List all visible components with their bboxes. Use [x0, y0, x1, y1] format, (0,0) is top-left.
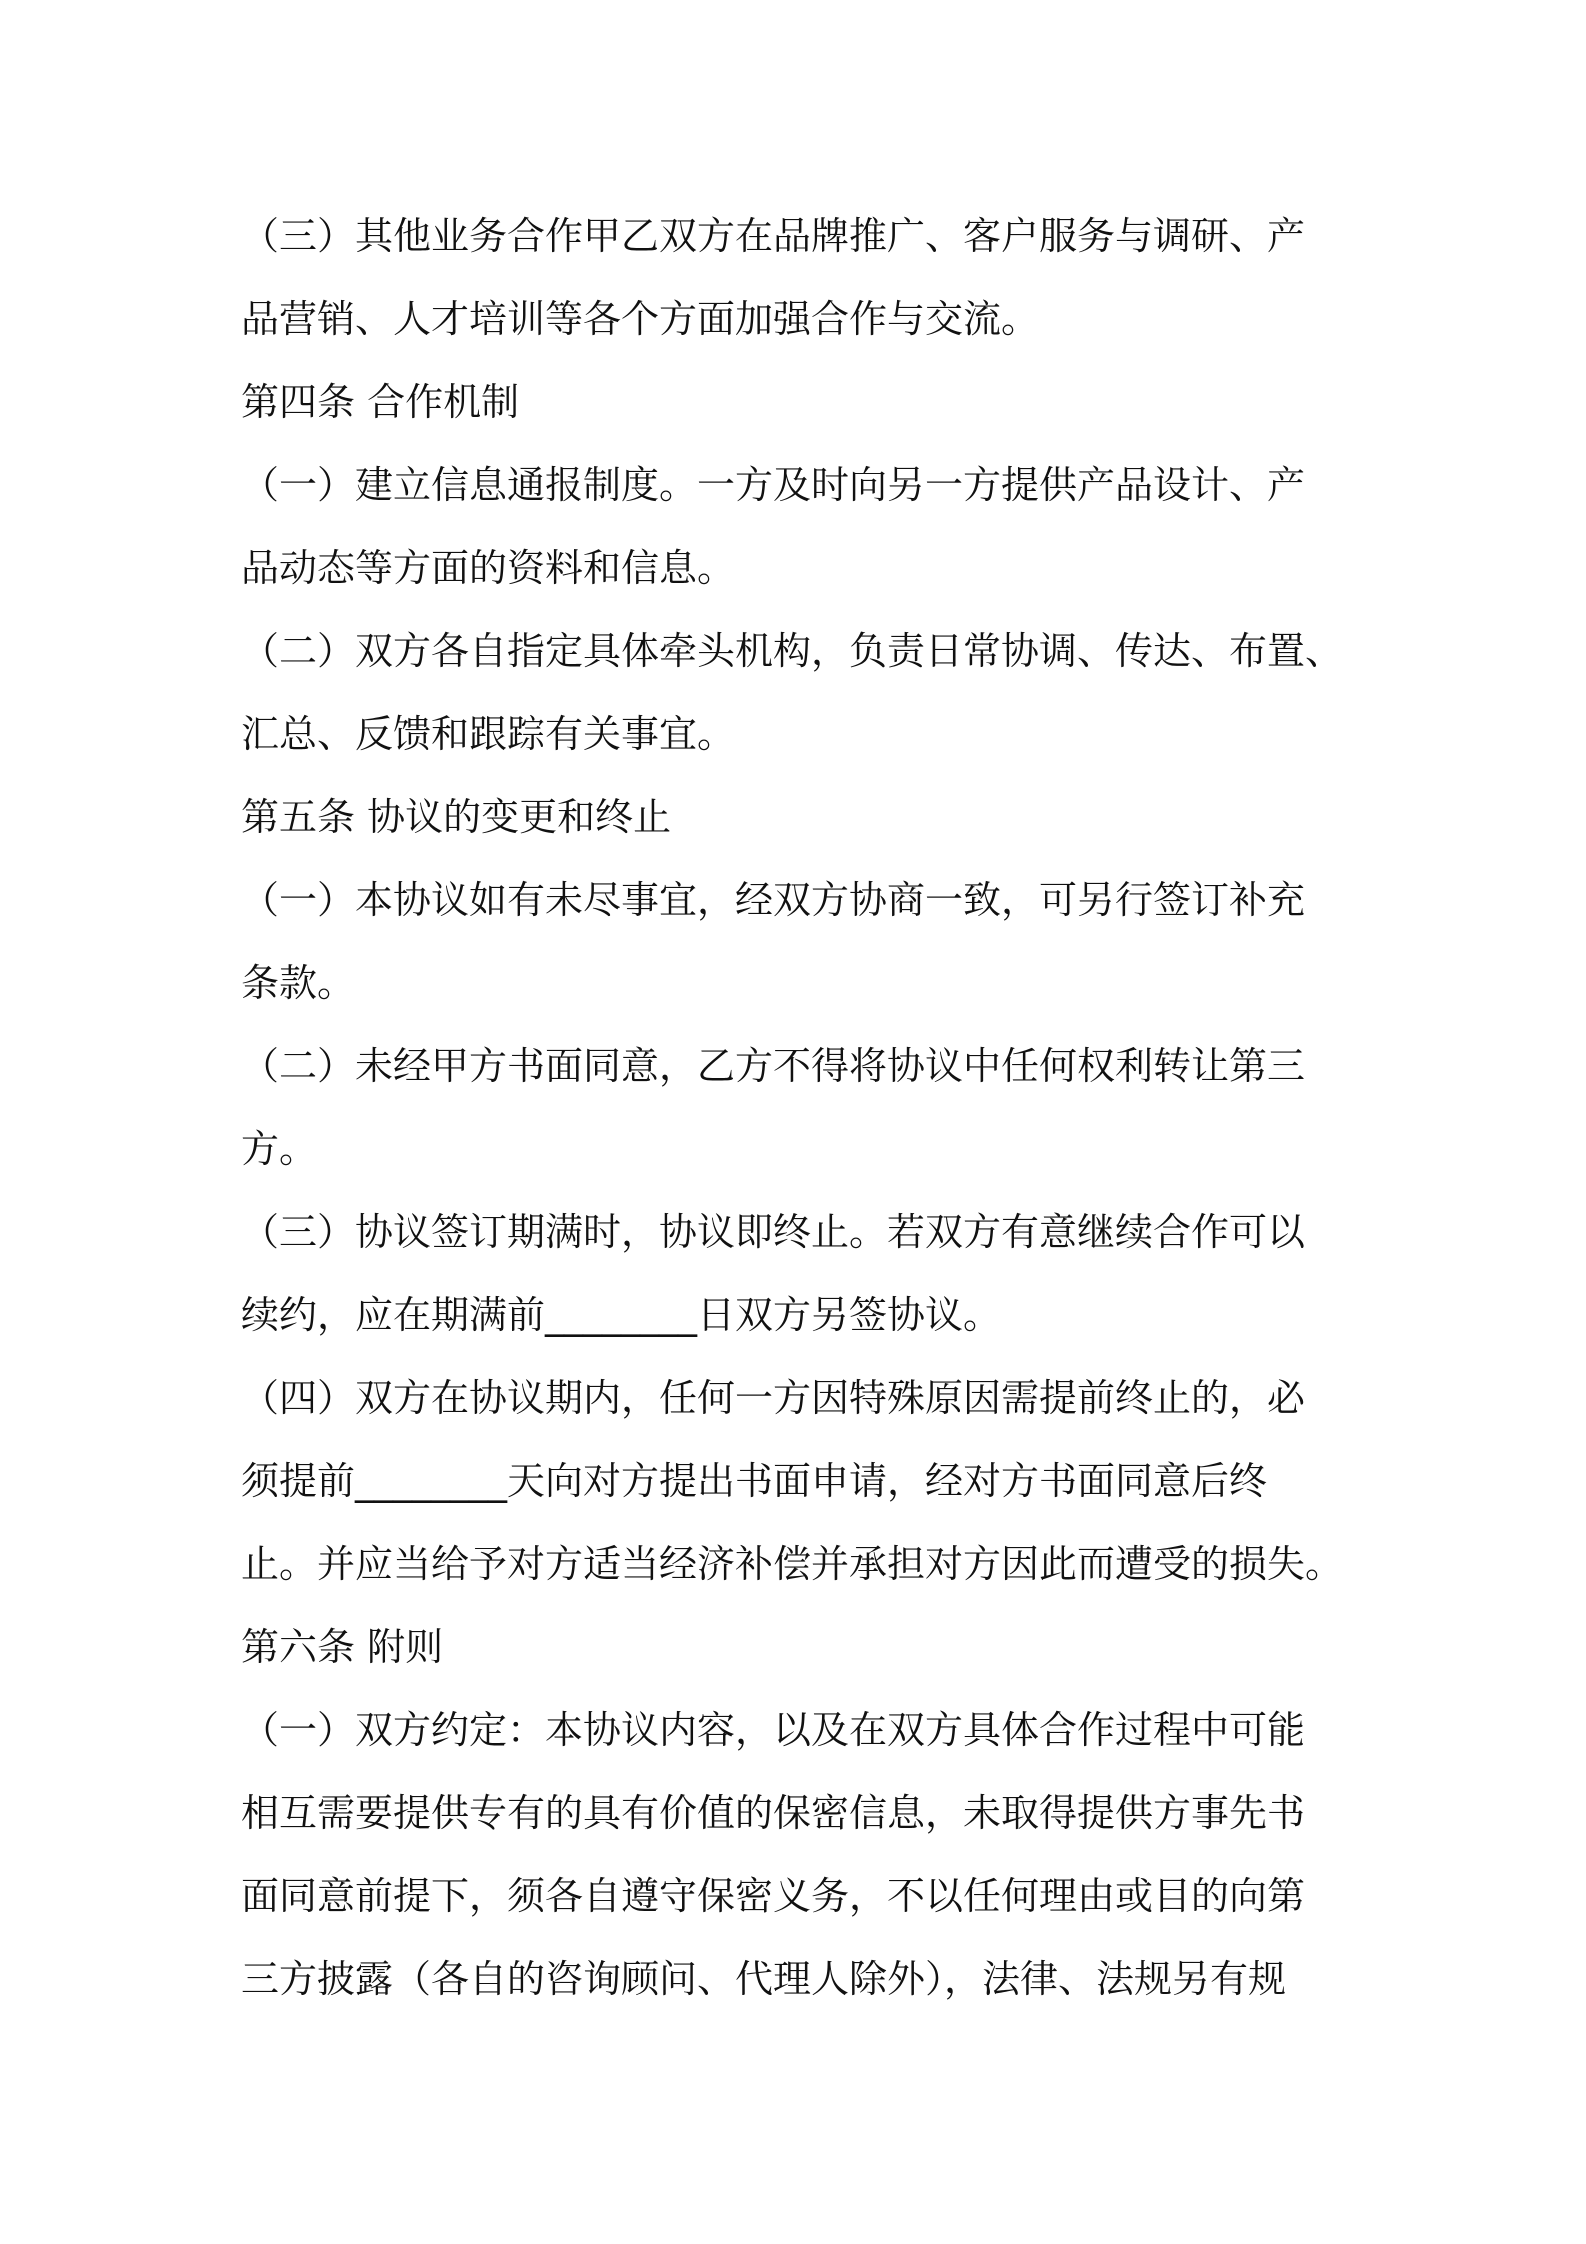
paragraph-4-2-line-2: 汇总、反馈和跟踪有关事宜。 [241, 712, 736, 756]
paragraph-4-2-line-1: （二）双方各自指定具体牵头机构，负责日常协调、传达、布置、 [241, 629, 1344, 673]
paragraph-6-1-line-4: 三方披露（各自的咨询顾问、代理人除外），法律、法规另有规 [241, 1957, 1287, 2001]
paragraph-4-1-line-2: 品动态等方面的资料和信息。 [241, 546, 736, 590]
paragraph-5-2-line-1: （二）未经甲方书面同意，乙方不得将协议中任何权利转让第三 [241, 1044, 1306, 1088]
article-5-heading: 第五条 协议的变更和终止 [241, 795, 672, 839]
paragraph-5-4-line-3: 止。并应当给予对方适当经济补偿并承担对方因此而遭受的损失。 [241, 1542, 1344, 1586]
paragraph-5-3-line-1: （三）协议签订期满时，协议即终止。若双方有意继续合作可以 [241, 1210, 1306, 1254]
paragraph-6-1-line-2: 相互需要提供专有的具有价值的保密信息，未取得提供方事先书 [241, 1791, 1306, 1835]
paragraph-6-1-line-1: （一）双方约定：本协议内容，以及在双方具体合作过程中可能 [241, 1708, 1306, 1752]
article-6-heading: 第六条 附则 [241, 1625, 444, 1669]
paragraph-6-1-line-3: 面同意前提下，须各自遵守保密义务，不以任何理由或目的向第 [241, 1874, 1306, 1918]
paragraph-4-1-line-1: （一）建立信息通报制度。一方及时向另一方提供产品设计、产 [241, 463, 1306, 507]
paragraph-5-3-line-2: 续约，应在期满前________日双方另签协议。 [241, 1293, 1002, 1337]
paragraph-5-4-line-2: 须提前________天向对方提出书面申请，经对方书面同意后终 [241, 1459, 1268, 1503]
article-4-heading: 第四条 合作机制 [241, 380, 520, 424]
paragraph-5-4-line-1: （四）双方在协议期内，任何一方因特殊原因需提前终止的，必 [241, 1376, 1306, 1420]
document-body [241, 195, 1381, 2021]
paragraph-5-1-line-1: （一）本协议如有未尽事宜，经双方协商一致，可另行签订补充 [241, 878, 1306, 922]
paragraph-3-3-line-1: （三）其他业务合作甲乙双方在品牌推广、客户服务与调研、产 [241, 214, 1306, 258]
paragraph-3-3-line-2: 品营销、人才培训等各个方面加强合作与交流。 [241, 297, 1040, 341]
paragraph-5-1-line-2: 条款。 [241, 961, 356, 1005]
paragraph-5-2-line-2: 方。 [241, 1127, 318, 1171]
